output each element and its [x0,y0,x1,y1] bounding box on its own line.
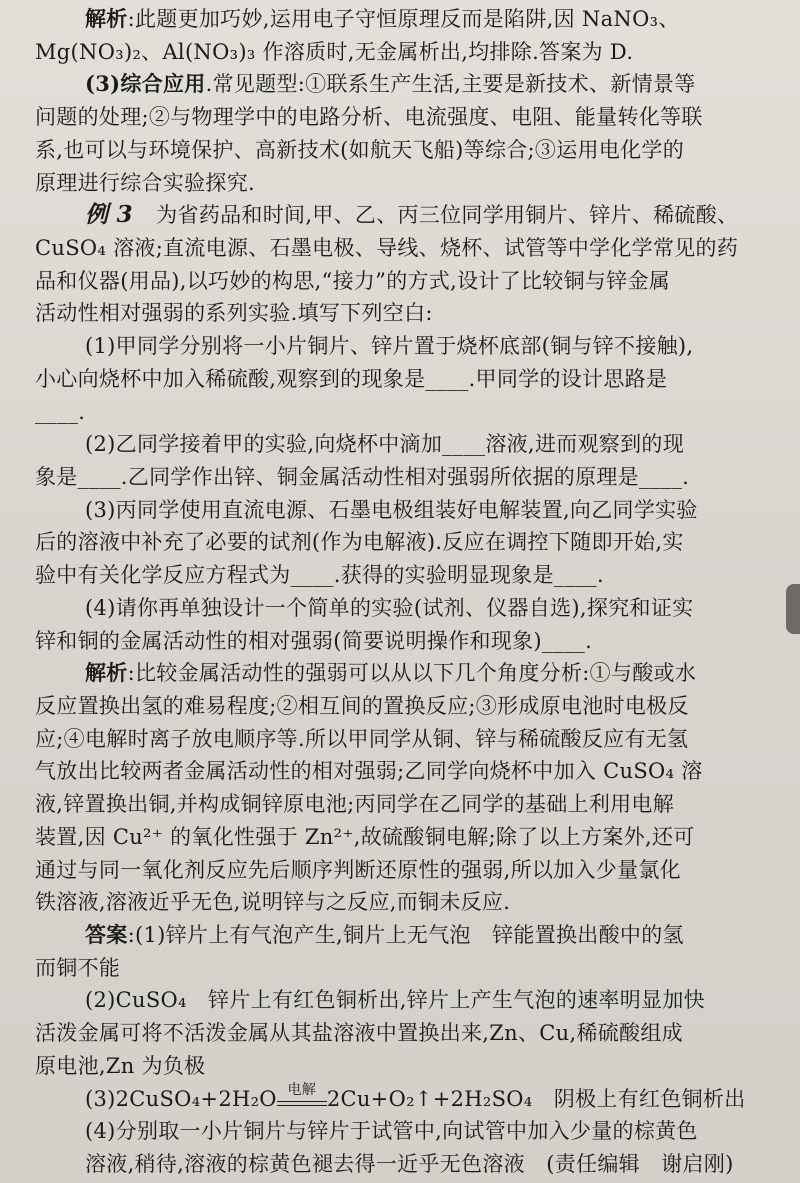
line-text: .常见题型:①联系生产生活,主要是新技术、新情景等 [205,72,696,96]
text-line [85,920,684,950]
line-text: Mg(NO₃)₂、Al(NO₃)₃ 作溶质时,无金属析出,均排除.答案为 D. [35,40,634,64]
text-line [35,1018,683,1048]
line-text: (4)分别取一小片铜片与锌片于试管中,向试管中加入少量的棕黄色 [85,1119,698,1143]
line-text: 装置,因 Cu²⁺ 的氧化性强于 Zn²⁺,故硫酸铜电解;除了以上方案外,还可 [35,825,695,849]
equation-left: (3)2CuSO₄+2H₂O [85,1087,277,1111]
text-line [85,331,693,361]
line-text: 小心向烧杯中加入稀硫酸,观察到的现象是____.甲同学的设计思路是 [35,367,668,391]
line-text: :此题更加巧妙,运用电子守恒原理反而是陷阱,因 NaNO₃、 [127,7,680,31]
text-line [35,135,684,165]
text-line [35,887,510,917]
line-text: 品和仪器(用品),以巧妙的构思,“接力”的方式,设计了比较铜与锌金属 [35,269,671,293]
text-line [85,4,680,34]
text-line [85,69,696,99]
line-text: 液,锌置换出铜,并构成铜锌原电池;丙同学在乙同学的基础上利用电解 [35,792,675,816]
electrolysis-arrow [277,1082,327,1106]
text-line [35,233,738,263]
text-line [35,626,592,656]
line-text: 气放出比较两者金属活动性的相对强弱;乙同学向烧杯中加入 CuSO₄ 溶 [35,759,703,783]
section-label: 解析 [85,6,128,31]
text-line [35,527,684,557]
line-text: 原电池,Zn 为负极 [35,1054,206,1078]
line-text: 活动性相对强弱的系列实验.填写下列空白: [35,301,433,325]
line-text: ____. [35,400,86,424]
line-text: (4)请你再单独设计一个简单的实验(试剂、仪器自选),探究和证实 [85,596,694,620]
text-line [35,691,689,721]
text-line [35,397,85,427]
text-line [35,756,703,786]
section-label: (3)综合应用 [85,71,206,96]
section-label: 解析 [85,660,128,685]
line-text: 活泼金属可将不活泼金属从其盐溶液中置换出来,Zn、Cu,稀硫酸组成 [35,1021,683,1045]
text-line [35,462,689,492]
text-line [85,429,684,459]
text-line [35,168,255,198]
section-label: 答案 [85,922,128,947]
text-line [35,953,120,983]
example-label: 例 3 [85,201,157,228]
text-line [85,1084,746,1114]
text-line [85,658,696,688]
text-line [35,789,674,819]
line-text: (3)丙同学使用直流电源、石墨电极组装好电解装置,向乙同学实验 [85,498,698,522]
line-text: CuSO₄ 溶液;直流电源、石墨电极、导线、烧杯、试管等中学化学常见的药 [35,236,739,260]
text-line [85,495,698,525]
electrolysis-label: 电解 [287,1082,317,1098]
text-line [35,1051,205,1081]
text-line [35,266,670,296]
line-text: 为省药品和时间,甲、乙、丙三位同学用铜片、锌片、稀硫酸、 [156,203,739,227]
text-line [85,593,693,623]
page-edge-tab [786,584,800,634]
line-text: 锌和铜的金属活动性的相对强弱(简要说明操作和现象)____. [35,629,593,653]
line-text: 反应置换出氢的难易程度;②相互间的置换反应;③形成原电池时电极反 [35,694,689,718]
line-text: (2)乙同学接着甲的实验,向烧杯中滴加____溶液,进而观察到的现 [85,432,684,456]
text-line [35,364,667,394]
text-line [85,200,738,230]
text-line [35,855,681,885]
text-line [85,1116,698,1146]
line-text: 铁溶液,溶液近乎无色,说明锌与之反应,而铜未反应. [35,890,511,914]
text-line [35,724,688,754]
text-line [85,985,705,1015]
line-text: 通过与同一氧化剂反应先后顺序判断还原性的强弱,所以加入少量氯化 [35,858,681,882]
text-line [35,560,604,590]
text-line [35,822,695,852]
line-text: (1)甲同学分别将一小片铜片、锌片置于烧杯底部(铜与锌不接触), [85,334,694,358]
text-line [85,1149,734,1179]
line-text: 而铜不能 [35,956,121,980]
text-line [35,102,703,132]
line-text: (2)CuSO₄ 锌片上有红色铜析出,锌片上产生气泡的速率明显加快 [85,988,705,1012]
line-text: 原理进行综合实验探究. [35,171,255,195]
line-text: :(1)锌片上有气泡产生,铜片上无气泡 锌能置换出酸中的氢 [127,923,684,947]
line-text: 系,也可以与环境保护、高新技术(如航天飞船)等综合;③运用电化学的 [35,138,685,162]
text-line [35,298,433,328]
text-line [35,37,633,67]
line-text: 应;④电解时离子放电顺序等.所以甲同学从铜、锌与稀硫酸反应有无氢 [35,727,689,751]
line-text: 象是____.乙同学作出锌、铜金属活动性相对强弱所依据的原理是____. [35,465,690,489]
line-text: 后的溶液中补充了必要的试剂(作为电解液).反应在调控下随即开始,实 [35,530,684,554]
line-text: 验中有关化学反应方程式为____.获得的实验明显现象是____. [35,563,604,587]
equation-right: 2Cu+O₂↑+2H₂SO₄ 阴极上有红色铜析出 [326,1087,746,1111]
line-text: 问题的处理;②与物理学中的电路分析、电流强度、电阻、能量转化等联 [35,105,703,129]
line-text: 溶液,稍待,溶液的棕黄色褪去得一近乎无色溶液 (责任编辑 谢启刚) [85,1152,734,1176]
line-text: :比较金属活动性的强弱可以从以下几个角度分析:①与酸或水 [127,661,697,685]
